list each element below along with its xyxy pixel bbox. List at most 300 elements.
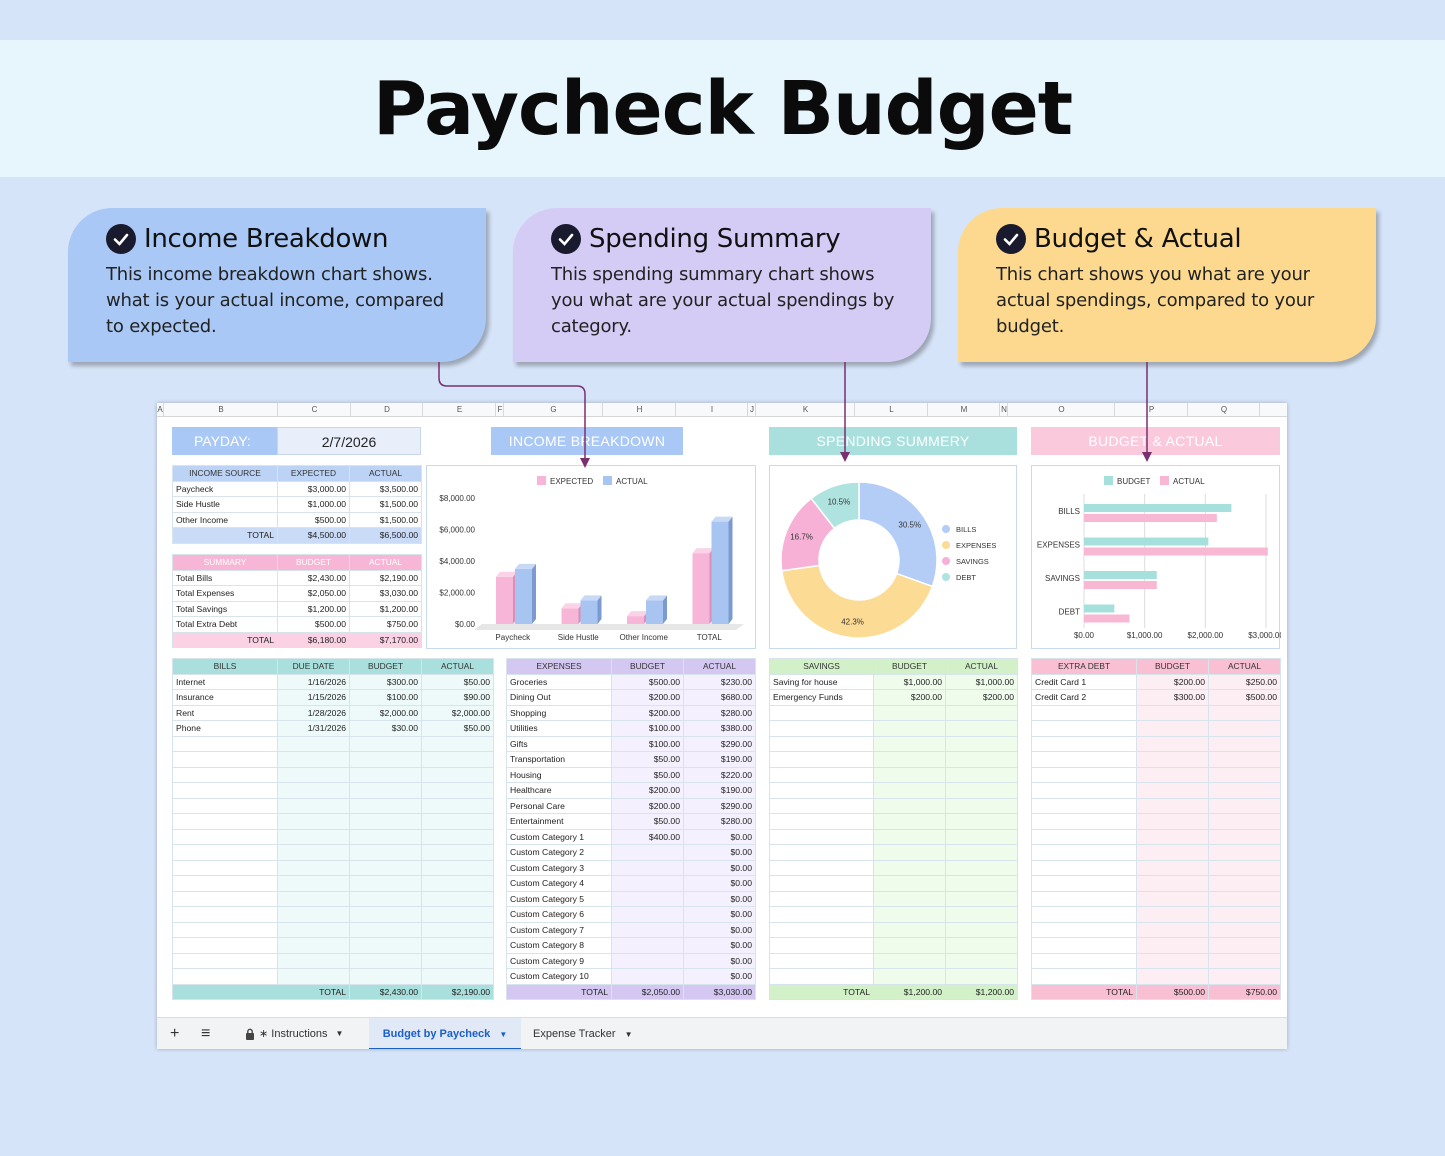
table-row-cell[interactable] — [1209, 860, 1281, 876]
table-row-cell[interactable] — [1137, 938, 1209, 954]
table-header-row-cell[interactable]: BUDGET — [612, 659, 684, 675]
table-row-cell[interactable]: Custom Category 1 — [507, 829, 612, 845]
table-row-cell[interactable] — [278, 845, 350, 861]
table-row-cell[interactable]: $0.00 — [684, 860, 756, 876]
table-row-cell[interactable] — [350, 953, 422, 969]
column-header-E[interactable]: E — [424, 403, 496, 417]
table-row-cell[interactable] — [1032, 829, 1137, 845]
table-row-cell[interactable]: $2,430.00 — [278, 570, 350, 586]
table-row-cell[interactable] — [612, 845, 684, 861]
table-row-cell[interactable] — [422, 922, 494, 938]
column-header-N[interactable]: N — [1001, 403, 1008, 417]
column-header-G[interactable]: G — [505, 403, 603, 417]
tab-expense-tracker[interactable] — [533, 1018, 633, 1049]
table-row-cell[interactable] — [1137, 752, 1209, 768]
table-row-cell[interactable] — [874, 845, 946, 861]
table-row-cell[interactable]: $0.00 — [684, 969, 756, 985]
table-row-cell[interactable]: $500.00 — [278, 617, 350, 633]
table-row-cell[interactable] — [173, 922, 278, 938]
table-row-cell[interactable]: $2,000.00 — [350, 705, 422, 721]
table-row-cell[interactable]: Phone — [173, 721, 278, 737]
chevron-down-icon[interactable]: ▼ — [335, 1029, 344, 1038]
table-row-cell[interactable] — [278, 969, 350, 985]
table-row-cell[interactable] — [350, 736, 422, 752]
table-row-cell[interactable]: $50.00 — [612, 767, 684, 783]
table-row-cell[interactable] — [173, 783, 278, 799]
table-row-cell[interactable]: Total Extra Debt — [173, 617, 278, 633]
table-row-cell[interactable] — [946, 829, 1018, 845]
table-row-cell[interactable] — [350, 752, 422, 768]
table-row-cell[interactable] — [1209, 814, 1281, 830]
table-row-cell[interactable]: $1,000.00 — [946, 674, 1018, 690]
table-row-cell[interactable] — [278, 860, 350, 876]
table-row-cell[interactable]: Custom Category 7 — [507, 922, 612, 938]
table-header-row-cell[interactable]: DUE DATE — [278, 659, 350, 675]
table-row-cell[interactable] — [874, 767, 946, 783]
table-row-cell[interactable]: Utilities — [507, 721, 612, 737]
table-row-cell[interactable]: Custom Category 10 — [507, 969, 612, 985]
table-row-cell[interactable] — [874, 938, 946, 954]
column-header-B[interactable]: B — [165, 403, 278, 417]
table-row-cell[interactable] — [422, 969, 494, 985]
table-header-row-cell[interactable]: EXTRA DEBT — [1032, 659, 1137, 675]
table-row-cell[interactable] — [422, 891, 494, 907]
table-row-cell[interactable] — [1032, 705, 1137, 721]
table-row-cell[interactable] — [1032, 814, 1137, 830]
table-row-cell[interactable]: $200.00 — [874, 690, 946, 706]
table-row-cell[interactable]: $380.00 — [684, 721, 756, 737]
table-row-cell[interactable] — [422, 938, 494, 954]
table-row-cell[interactable]: $290.00 — [684, 798, 756, 814]
table-row-cell[interactable]: Rent — [173, 705, 278, 721]
table-row-cell[interactable]: $0.00 — [684, 845, 756, 861]
table-row-cell[interactable]: $50.00 — [422, 721, 494, 737]
table-row-cell[interactable]: $280.00 — [684, 705, 756, 721]
table-row-cell[interactable] — [874, 891, 946, 907]
table-row-cell[interactable] — [173, 860, 278, 876]
table-row-cell[interactable] — [1137, 922, 1209, 938]
column-header-L[interactable]: L — [856, 403, 928, 417]
table-row-cell[interactable] — [1032, 922, 1137, 938]
table-row-cell[interactable] — [1209, 798, 1281, 814]
table-row-cell[interactable] — [278, 891, 350, 907]
table-row-cell[interactable]: $1,000.00 — [874, 674, 946, 690]
table-row-cell[interactable]: Dining Out — [507, 690, 612, 706]
table-row-cell[interactable] — [278, 829, 350, 845]
table-header-row-cell[interactable]: ACTUAL — [350, 466, 422, 482]
table-row-cell[interactable] — [1032, 736, 1137, 752]
chevron-down-icon[interactable]: ▼ — [624, 1030, 633, 1039]
table-row-cell[interactable]: $200.00 — [612, 798, 684, 814]
table-row-cell[interactable] — [770, 891, 874, 907]
table-row-cell[interactable]: Gifts — [507, 736, 612, 752]
table-row-cell[interactable]: $500.00 — [612, 674, 684, 690]
table-row-cell[interactable]: $280.00 — [684, 814, 756, 830]
table-row-cell[interactable] — [278, 798, 350, 814]
column-header-I[interactable]: I — [677, 403, 748, 417]
table-row-cell[interactable] — [874, 860, 946, 876]
table-row-cell[interactable] — [1137, 705, 1209, 721]
table-row-cell[interactable]: Credit Card 1 — [1032, 674, 1137, 690]
column-header-K[interactable]: K — [757, 403, 855, 417]
chevron-down-icon[interactable]: ▼ — [499, 1030, 508, 1039]
table-row-cell[interactable] — [1032, 907, 1137, 923]
table-row-cell[interactable] — [350, 922, 422, 938]
table-row-cell[interactable] — [946, 767, 1018, 783]
table-row-cell[interactable] — [278, 814, 350, 830]
table-row-cell[interactable] — [770, 938, 874, 954]
column-header-C[interactable]: C — [279, 403, 351, 417]
table-row-cell[interactable] — [946, 953, 1018, 969]
table-row-cell[interactable]: Custom Category 6 — [507, 907, 612, 923]
table-row-cell[interactable] — [874, 783, 946, 799]
table-row-cell[interactable]: $1,500.00 — [350, 497, 422, 513]
table-row-cell[interactable] — [612, 953, 684, 969]
table-row-cell[interactable] — [173, 845, 278, 861]
table-row-cell[interactable] — [770, 814, 874, 830]
table-row-cell[interactable] — [422, 907, 494, 923]
table-row-cell[interactable]: Internet — [173, 674, 278, 690]
column-header-J[interactable]: J — [749, 403, 756, 417]
table-row-cell[interactable]: Saving for house — [770, 674, 874, 690]
table-row-cell[interactable] — [946, 891, 1018, 907]
tab-budget-by-paycheck[interactable] — [369, 1018, 521, 1049]
table-header-row-cell[interactable]: ACTUAL — [1209, 659, 1281, 675]
table-row-cell[interactable] — [1137, 767, 1209, 783]
table-row-cell[interactable] — [946, 798, 1018, 814]
table-row-cell[interactable] — [278, 876, 350, 892]
table-row-cell[interactable] — [612, 891, 684, 907]
add-sheet-button[interactable]: + — [170, 1025, 180, 1042]
table-row-cell[interactable] — [173, 814, 278, 830]
table-row-cell[interactable]: 1/16/2026 — [278, 674, 350, 690]
table-row-cell[interactable] — [1032, 721, 1137, 737]
table-row-cell[interactable] — [350, 798, 422, 814]
table-row-cell[interactable]: $50.00 — [612, 814, 684, 830]
table-row-cell[interactable] — [770, 767, 874, 783]
table-row-cell[interactable] — [1137, 969, 1209, 985]
table-row-cell[interactable] — [173, 752, 278, 768]
table-row-cell[interactable] — [1209, 907, 1281, 923]
table-row-cell[interactable]: Emergency Funds — [770, 690, 874, 706]
table-row-cell[interactable] — [946, 938, 1018, 954]
table-row-cell[interactable] — [874, 953, 946, 969]
table-row-cell[interactable] — [278, 907, 350, 923]
table-row-cell[interactable] — [1209, 891, 1281, 907]
table-header-row-cell[interactable]: SUMMARY — [173, 555, 278, 571]
table-row-cell[interactable]: $2,050.00 — [278, 586, 350, 602]
table-row-cell[interactable]: Other Income — [173, 512, 278, 528]
table-row-cell[interactable] — [350, 783, 422, 799]
table-row-cell[interactable] — [350, 907, 422, 923]
table-row-cell[interactable] — [770, 705, 874, 721]
table-row-cell[interactable] — [946, 752, 1018, 768]
table-row-cell[interactable]: $3,030.00 — [350, 586, 422, 602]
table-row-cell[interactable] — [770, 953, 874, 969]
table-row-cell[interactable] — [612, 922, 684, 938]
table-row-cell[interactable] — [946, 845, 1018, 861]
table-row-cell[interactable] — [874, 752, 946, 768]
table-row-cell[interactable] — [422, 829, 494, 845]
table-row-cell[interactable] — [1032, 752, 1137, 768]
table-header-row-cell[interactable]: BUDGET — [1137, 659, 1209, 675]
table-row-cell[interactable] — [1209, 876, 1281, 892]
table-row-cell[interactable] — [946, 721, 1018, 737]
table-row-cell[interactable] — [422, 845, 494, 861]
table-row-cell[interactable] — [350, 938, 422, 954]
table-row-cell[interactable]: $500.00 — [1209, 690, 1281, 706]
table-row-cell[interactable]: $250.00 — [1209, 674, 1281, 690]
table-row-cell[interactable]: $230.00 — [684, 674, 756, 690]
table-row-cell[interactable] — [874, 721, 946, 737]
table-row-cell[interactable] — [1209, 922, 1281, 938]
table-row-cell[interactable] — [422, 798, 494, 814]
table-row-cell[interactable] — [422, 752, 494, 768]
table-header-row-cell[interactable]: BUDGET — [874, 659, 946, 675]
table-row-cell[interactable] — [770, 829, 874, 845]
table-row-cell[interactable]: $1,200.00 — [278, 601, 350, 617]
table-row-cell[interactable] — [278, 783, 350, 799]
table-row-cell[interactable] — [1032, 783, 1137, 799]
table-row-cell[interactable] — [874, 798, 946, 814]
table-row-cell[interactable]: Total Savings — [173, 601, 278, 617]
table-row-cell[interactable] — [1032, 876, 1137, 892]
table-row-cell[interactable]: $300.00 — [350, 674, 422, 690]
column-header-F[interactable]: F — [497, 403, 504, 417]
table-row-cell[interactable] — [173, 798, 278, 814]
table-row-cell[interactable] — [770, 783, 874, 799]
table-row-cell[interactable]: $190.00 — [684, 752, 756, 768]
table-row-cell[interactable] — [946, 736, 1018, 752]
column-header-P[interactable]: P — [1116, 403, 1188, 417]
table-row-cell[interactable] — [1032, 938, 1137, 954]
table-row-cell[interactable]: $500.00 — [278, 512, 350, 528]
table-row-cell[interactable] — [1209, 938, 1281, 954]
table-row-cell[interactable] — [1137, 829, 1209, 845]
table-row-cell[interactable]: Custom Category 8 — [507, 938, 612, 954]
table-row-cell[interactable]: $2,000.00 — [422, 705, 494, 721]
table-row-cell[interactable] — [1032, 798, 1137, 814]
table-row-cell[interactable] — [422, 736, 494, 752]
table-row-cell[interactable]: $90.00 — [422, 690, 494, 706]
table-row-cell[interactable]: Custom Category 5 — [507, 891, 612, 907]
table-row-cell[interactable]: $0.00 — [684, 891, 756, 907]
table-row-cell[interactable]: $50.00 — [612, 752, 684, 768]
table-row-cell[interactable]: $0.00 — [684, 938, 756, 954]
table-row-cell[interactable] — [350, 845, 422, 861]
table-row-cell[interactable] — [1209, 705, 1281, 721]
table-row-cell[interactable] — [770, 721, 874, 737]
table-row-cell[interactable] — [1032, 969, 1137, 985]
table-row-cell[interactable] — [173, 876, 278, 892]
table-row-cell[interactable] — [1209, 752, 1281, 768]
table-header-row-cell[interactable]: BILLS — [173, 659, 278, 675]
table-row-cell[interactable] — [1032, 767, 1137, 783]
table-row-cell[interactable] — [173, 938, 278, 954]
table-row-cell[interactable]: $220.00 — [684, 767, 756, 783]
table-row-cell[interactable] — [350, 876, 422, 892]
table-row-cell[interactable] — [278, 938, 350, 954]
table-row-cell[interactable]: $400.00 — [612, 829, 684, 845]
table-row-cell[interactable]: $1,500.00 — [350, 512, 422, 528]
table-row-cell[interactable]: $680.00 — [684, 690, 756, 706]
table-row-cell[interactable]: $200.00 — [946, 690, 1018, 706]
table-row-cell[interactable]: $100.00 — [350, 690, 422, 706]
table-header-row-cell[interactable]: ACTUAL — [946, 659, 1018, 675]
table-row-cell[interactable] — [1209, 969, 1281, 985]
table-row-cell[interactable] — [422, 876, 494, 892]
table-row-cell[interactable] — [1137, 907, 1209, 923]
table-row-cell[interactable]: $100.00 — [612, 721, 684, 737]
table-row-cell[interactable] — [1209, 783, 1281, 799]
table-row-cell[interactable] — [350, 829, 422, 845]
table-header-row-cell[interactable]: ACTUAL — [350, 555, 422, 571]
table-row-cell[interactable]: $0.00 — [684, 829, 756, 845]
table-row-cell[interactable] — [422, 767, 494, 783]
table-row-cell[interactable]: Groceries — [507, 674, 612, 690]
table-row-cell[interactable]: $1,000.00 — [278, 497, 350, 513]
table-row-cell[interactable] — [422, 814, 494, 830]
table-row-cell[interactable]: $0.00 — [684, 953, 756, 969]
table-row-cell[interactable]: Custom Category 3 — [507, 860, 612, 876]
table-row-cell[interactable] — [874, 814, 946, 830]
table-row-cell[interactable] — [612, 860, 684, 876]
table-row-cell[interactable]: $0.00 — [684, 907, 756, 923]
table-row-cell[interactable]: $100.00 — [612, 736, 684, 752]
table-row-cell[interactable] — [173, 829, 278, 845]
table-row-cell[interactable] — [422, 953, 494, 969]
table-row-cell[interactable] — [1209, 721, 1281, 737]
all-sheets-menu-button[interactable]: ≡ — [201, 1025, 211, 1042]
table-row-cell[interactable] — [1209, 736, 1281, 752]
table-row-cell[interactable] — [1137, 721, 1209, 737]
table-row-cell[interactable] — [612, 876, 684, 892]
table-row-cell[interactable] — [173, 891, 278, 907]
table-row-cell[interactable]: Custom Category 9 — [507, 953, 612, 969]
table-row-cell[interactable] — [173, 953, 278, 969]
column-header-D[interactable]: D — [352, 403, 423, 417]
table-row-cell[interactable] — [612, 907, 684, 923]
table-row-cell[interactable] — [422, 783, 494, 799]
table-row-cell[interactable] — [612, 938, 684, 954]
table-row-cell[interactable]: $3,500.00 — [350, 481, 422, 497]
table-row-cell[interactable] — [1209, 829, 1281, 845]
table-row-cell[interactable]: Side Hustle — [173, 497, 278, 513]
table-header-row-cell[interactable]: ACTUAL — [684, 659, 756, 675]
table-row-cell[interactable] — [350, 767, 422, 783]
table-row-cell[interactable] — [874, 907, 946, 923]
table-row-cell[interactable]: Total Bills — [173, 570, 278, 586]
table-row-cell[interactable] — [770, 845, 874, 861]
table-header-row-cell[interactable]: INCOME SOURCE — [173, 466, 278, 482]
table-row-cell[interactable]: Shopping — [507, 705, 612, 721]
table-row-cell[interactable] — [173, 767, 278, 783]
table-row-cell[interactable] — [946, 876, 1018, 892]
table-row-cell[interactable]: Custom Category 4 — [507, 876, 612, 892]
table-row-cell[interactable] — [1209, 767, 1281, 783]
table-row-cell[interactable]: Housing — [507, 767, 612, 783]
table-row-cell[interactable]: 1/15/2026 — [278, 690, 350, 706]
table-header-row-cell[interactable]: EXPENSES — [507, 659, 612, 675]
tab-instructions[interactable] — [245, 1018, 343, 1049]
table-row-cell[interactable] — [770, 876, 874, 892]
table-row-cell[interactable]: Healthcare — [507, 783, 612, 799]
table-row-cell[interactable] — [770, 860, 874, 876]
table-row-cell[interactable] — [1032, 953, 1137, 969]
table-row-cell[interactable] — [1137, 783, 1209, 799]
table-row-cell[interactable]: Paycheck — [173, 481, 278, 497]
table-row-cell[interactable]: $200.00 — [612, 705, 684, 721]
table-row-cell[interactable]: Insurance — [173, 690, 278, 706]
table-row-cell[interactable] — [350, 891, 422, 907]
table-row-cell[interactable] — [173, 969, 278, 985]
table-row-cell[interactable] — [1137, 891, 1209, 907]
table-row-cell[interactable]: Custom Category 2 — [507, 845, 612, 861]
table-row-cell[interactable] — [278, 767, 350, 783]
table-row-cell[interactable]: $0.00 — [684, 922, 756, 938]
table-header-row-cell[interactable]: EXPECTED — [278, 466, 350, 482]
table-row-cell[interactable]: $750.00 — [350, 617, 422, 633]
table-row-cell[interactable] — [1209, 845, 1281, 861]
table-row-cell[interactable] — [350, 860, 422, 876]
table-row-cell[interactable]: $300.00 — [1137, 690, 1209, 706]
table-row-cell[interactable]: Total Expenses — [173, 586, 278, 602]
table-row-cell[interactable] — [874, 876, 946, 892]
table-header-row-cell[interactable]: BUDGET — [350, 659, 422, 675]
table-row-cell[interactable] — [770, 752, 874, 768]
table-row-cell[interactable] — [350, 814, 422, 830]
table-row-cell[interactable] — [946, 907, 1018, 923]
table-row-cell[interactable] — [770, 969, 874, 985]
table-row-cell[interactable]: 1/31/2026 — [278, 721, 350, 737]
table-row-cell[interactable] — [1137, 798, 1209, 814]
table-row-cell[interactable] — [173, 736, 278, 752]
column-header-H[interactable]: H — [604, 403, 676, 417]
table-row-cell[interactable] — [874, 922, 946, 938]
table-header-row-cell[interactable]: SAVINGS — [770, 659, 874, 675]
table-row-cell[interactable] — [946, 783, 1018, 799]
column-header-M[interactable]: M — [929, 403, 1000, 417]
column-header-A[interactable]: A — [157, 403, 164, 417]
table-row-cell[interactable] — [946, 705, 1018, 721]
table-row-cell[interactable]: $3,000.00 — [278, 481, 350, 497]
table-row-cell[interactable] — [770, 736, 874, 752]
table-row-cell[interactable]: $190.00 — [684, 783, 756, 799]
table-row-cell[interactable]: Personal Care — [507, 798, 612, 814]
table-row-cell[interactable]: $30.00 — [350, 721, 422, 737]
table-row-cell[interactable]: $200.00 — [612, 783, 684, 799]
table-row-cell[interactable]: Credit Card 2 — [1032, 690, 1137, 706]
table-row-cell[interactable]: $0.00 — [684, 876, 756, 892]
table-row-cell[interactable]: $2,190.00 — [350, 570, 422, 586]
table-row-cell[interactable] — [278, 922, 350, 938]
table-header-row-cell[interactable]: ACTUAL — [422, 659, 494, 675]
table-row-cell[interactable]: $1,200.00 — [350, 601, 422, 617]
table-row-cell[interactable]: Entertainment — [507, 814, 612, 830]
table-row-cell[interactable] — [278, 736, 350, 752]
table-row-cell[interactable] — [1032, 845, 1137, 861]
table-row-cell[interactable]: $200.00 — [612, 690, 684, 706]
column-header-Q[interactable]: Q — [1189, 403, 1260, 417]
table-row-cell[interactable] — [1137, 953, 1209, 969]
table-header-row-cell[interactable]: BUDGET — [278, 555, 350, 571]
table-row-cell[interactable] — [1137, 876, 1209, 892]
table-row-cell[interactable] — [422, 860, 494, 876]
table-row-cell[interactable] — [946, 860, 1018, 876]
table-row-cell[interactable] — [278, 953, 350, 969]
table-row-cell[interactable] — [946, 814, 1018, 830]
table-row-cell[interactable]: $200.00 — [1137, 674, 1209, 690]
